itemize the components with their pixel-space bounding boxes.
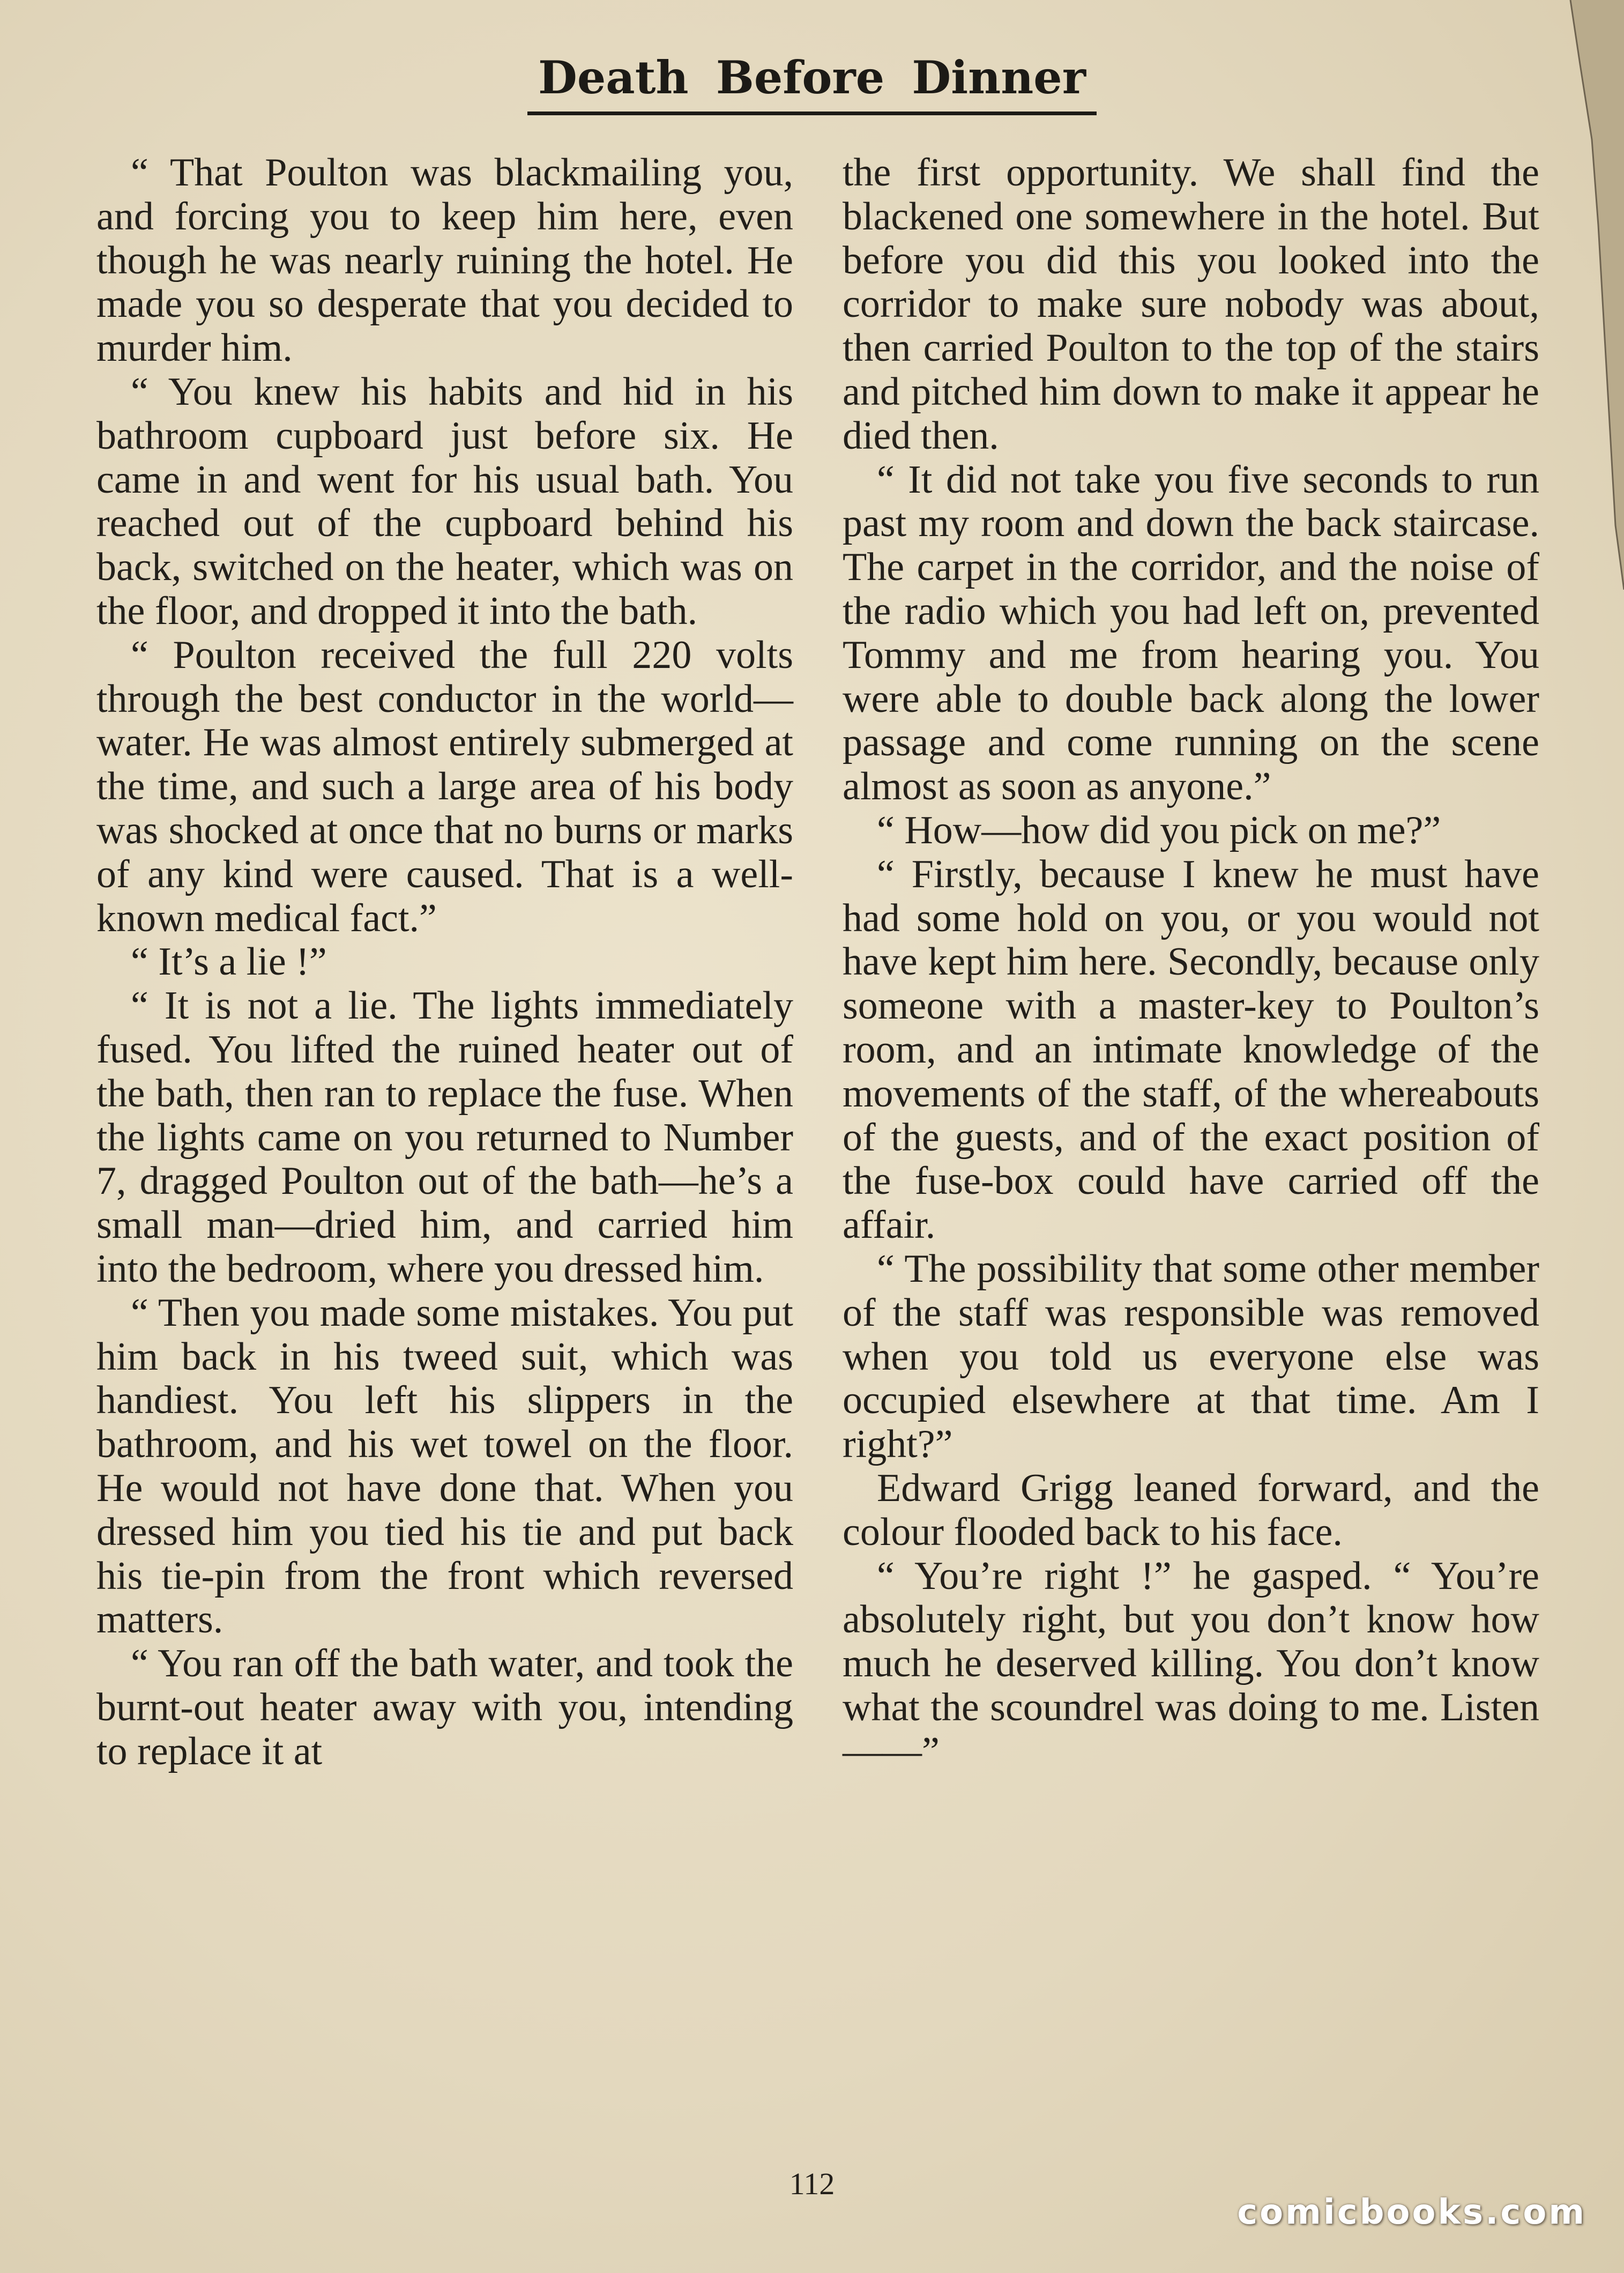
paragraph: “ The possibility that some other member of the staff was responsible was removed when you told us everyone else was occupied elsewhere at that time. Am I right?” [843,1246,1539,1467]
paragraph: “ That Poulton was blackmailing you, and forcing you to keep him here, even though he was nearly ruining the hotel. He made you so desperate that you decided to murder him. [96,151,793,370]
left-column [96,151,793,2156]
paragraph: “ It’s a lie !” [131,940,327,984]
page-number: 112 [789,2166,835,2201]
paragraph: “ Then you made some mistakes. You put him back in his tweed suit, which was handiest. You left his slippers in the bathroom, and his wet towel on the floor. He would not have done that. When you dressed him you tied his tie and put back his tie-pin from the front which reversed matters. [96,1290,793,1642]
paragraph: “ You’re right !” he gasped. “ You’re absolutely right, but you don’t know how much he deserved killing. You don’t know what the scoundrel was doing to me. Listen——” [843,1554,1539,1773]
paragraph: “ How—how did you pick on me?” [877,808,1441,852]
paragraph: “ Poulton received the full 220 volts through the best conductor in the world—water. He was almost entirely submerged at the time, and such a large area of his body was shocked at once that no burns or marks of any kind were caused. That is a well-known medical fact.” [96,633,793,940]
paragraph: “ You ran off the bath water, and took the burnt-out heater away with you, intending to replace it at [96,1641,793,1773]
paragraph-continued: the first opportunity. We shall find the blackened one somewhere in the hotel. But before you did this you looked into the corridor to make sure nobody was about, then carried Poulton to the top of the stairs and pitched him down to make it appear he died then. [843,151,1539,458]
page-header [0,51,1624,115]
right-column [843,151,1539,2156]
page-title: Death Before Dinner [527,51,1097,115]
paragraph: “ It is not a lie. The lights immediately fused. You lifted the ruined heater out of the bath, then ran to replace the fuse. When the lights came on you returned to Number 7, dragged Poulton out of the bath—he’s a small man—dried him, and carried him into the bedroom, where you dressed him. [96,984,793,1291]
paragraph: “ You knew his habits and hid in his bathroom cupboard just before six. He came in and went for his usual bath. You reached out of the cupboard behind his back, switched on the heater, which was on the floor, and dropped it into the bath. [96,369,793,633]
paragraph: “ Firstly, because I knew he must have had some hold on you, or you would not have kept him here. Secondly, because only someone with a master-key to Poulton’s room, and an intimate knowledge of the movements of the staff, of the whereabouts of the guests, and of the exact position of the fuse-box could have carried off the affair. [843,852,1539,1247]
paragraph: Edward Grigg leaned forward, and the colour flooded back to his face. [843,1466,1539,1554]
paragraph: “ It did not take you five seconds to run past my room and down the back staircase. The carpet in the corridor, and the noise of the radio which you had left on, prevented Tommy and me from hearing you. You were able to double back along the lower passage and come running on the scene almost as soon as anyone.” [843,457,1539,809]
watermark: comicbooks.com [1237,2193,1586,2232]
